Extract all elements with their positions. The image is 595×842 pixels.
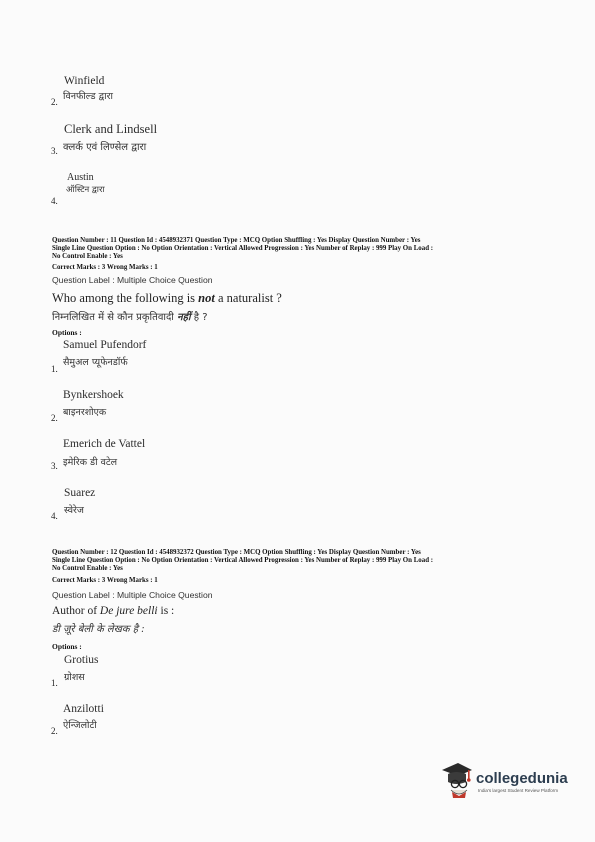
q11-option-3-en: Emerich de Vattel	[63, 438, 146, 450]
q11-option-1-hi: सैमुअल प्यूफेनडॉर्फ	[63, 357, 128, 368]
q12-option-1-en: Grotius	[64, 654, 99, 666]
q11-option-4-number: 4.	[51, 511, 58, 521]
q11-text-post: a naturalist ?	[214, 291, 282, 305]
q11-option-4-hi: स्वेरेज	[64, 505, 84, 516]
logo-tagline: India's largest Student Review Platform	[478, 788, 559, 793]
q12-question-text-en	[52, 605, 174, 617]
q12-question-label: Question Label : Multiple Choice Question	[52, 590, 213, 600]
q12-meta-line-2: Single Line Question Option : No Option Orientation : Vertical Allowed Progression : Yes Number of Replay : 999 Play On Load :	[52, 557, 434, 564]
q11-option-4-en: Suarez	[64, 487, 96, 499]
q12-options-heading: Options :	[52, 642, 82, 651]
q12-text-emphasis: De jure belli	[99, 605, 158, 617]
q11-question-text-en	[52, 291, 282, 306]
q12-meta-line-1: Question Number : 12 Question Id : 4548932372 Question Type : MCQ Option Shuffling : Yes Display Question Number : Yes	[52, 549, 421, 556]
q11-meta-line-1: Question Number : 11 Question Id : 4548932371 Question Type : MCQ Option Shuffling : Yes Display Question Number : Yes	[52, 237, 421, 244]
prev-option-3-hi: क्लर्क एवं लिण्सेल द्वारा	[63, 142, 147, 153]
q11-option-2-hi: बाइनरशोएक	[63, 407, 107, 418]
prev-option-4-en: Austin	[67, 172, 94, 183]
q11-question-label: Question Label : Multiple Choice Question	[52, 275, 213, 285]
q11-hi-pre: निम्नलिखित में से कौन प्रकृतिवादी	[52, 312, 178, 323]
q12-option-2-number: 2.	[51, 726, 58, 736]
q12-option-2-hi: ऐन्जिलोटी	[63, 720, 97, 731]
q11-text-pre: Who among the following is	[52, 291, 199, 305]
q11-hi-post: है ?	[190, 312, 208, 323]
q11-meta-line-2: Single Line Question Option : No Option Orientation : Vertical Allowed Progression : Yes Number of Replay : 999 Play On Load :	[52, 245, 434, 252]
prev-option-2-en: Winfield	[64, 75, 105, 87]
q12-question-text-hi: डी ज़ूरे बेली के लेखक है :	[52, 624, 145, 635]
prev-option-3-number: 3.	[51, 146, 58, 156]
prev-option-3-en: Clerk and Lindsell	[64, 122, 158, 136]
q12-meta-line-3: No Control Enable : Yes	[52, 565, 123, 572]
q11-options-heading: Options :	[52, 328, 82, 337]
q12-option-1-hi: ग्रोशस	[64, 672, 85, 683]
prev-option-2-hi: विनफील्ड द्वारा	[63, 91, 113, 102]
q12-text-post: is :	[157, 605, 175, 617]
q12-marks: Correct Marks : 3 Wrong Marks : 1	[52, 577, 158, 584]
q11-question-text-hi	[52, 309, 208, 323]
prev-option-4-hi: ऑस्टिन द्वारा	[66, 185, 105, 195]
prev-option-2-number: 2.	[51, 97, 58, 107]
q12-option-1-number: 1.	[51, 678, 58, 688]
q11-option-2-number: 2.	[51, 413, 58, 423]
graduate-mascot-icon	[438, 760, 474, 800]
q11-text-emphasis: not	[198, 291, 215, 305]
q11-marks: Correct Marks : 3 Wrong Marks : 1	[52, 264, 158, 271]
q11-option-3-hi: इमेरिक डी वटेल	[63, 457, 118, 468]
q11-option-1-number: 1.	[51, 364, 58, 374]
collegedunia-logo	[438, 760, 578, 800]
q11-option-3-number: 3.	[51, 461, 58, 471]
q11-option-2-en: Bynkershoek	[63, 389, 124, 401]
q11-hi-emphasis: नहीं	[177, 312, 191, 323]
logo-name: collegedunia	[476, 770, 568, 787]
q12-option-2-en: Anzilotti	[63, 703, 104, 715]
q11-meta-line-3: No Control Enable : Yes	[52, 253, 123, 260]
q12-text-pre: Author of	[52, 605, 100, 617]
prev-option-4-number: 4.	[51, 196, 58, 206]
q11-option-1-en: Samuel Pufendorf	[63, 339, 147, 351]
